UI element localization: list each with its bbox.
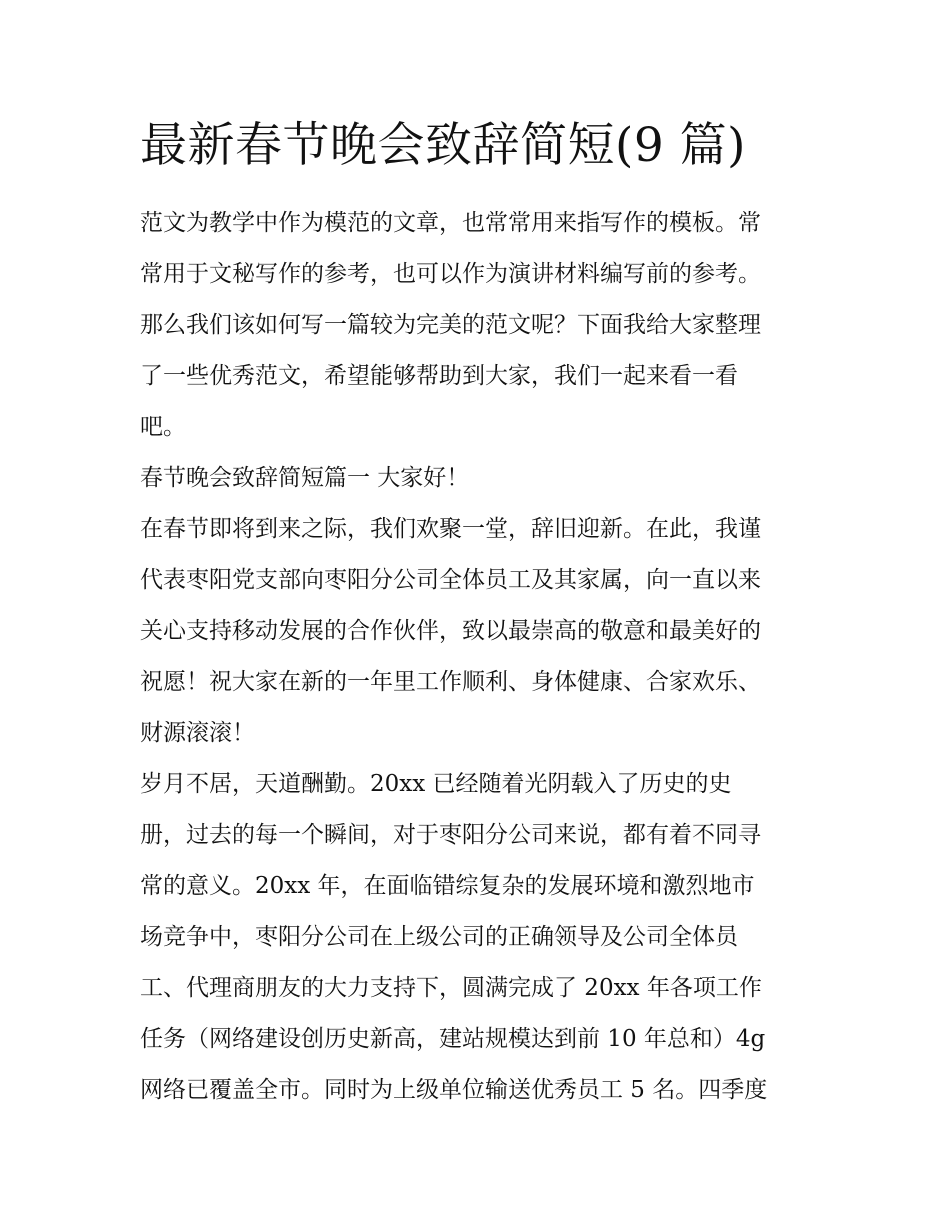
body-line: 任务（网络建设创历史新高，建站规模达到前 10 年总和）4g xyxy=(140,1026,766,1052)
body-line: 场竞争中，枣阳分公司在上级公司的正确领导及公司全体员 xyxy=(140,924,738,950)
body-line: 那么我们该如何写一篇较为完美的范文呢？下面我给大家整理 xyxy=(140,312,761,338)
body-line: 吧。 xyxy=(140,414,186,440)
body-line: 了一些优秀范文，希望能够帮助到大家，我们一起来看一看 xyxy=(140,363,738,389)
body-line: 财源滚滚！ xyxy=(140,720,255,746)
body-line: 关心支持移动发展的合作伙伴，致以最崇高的敬意和最美好的 xyxy=(140,618,761,644)
section-heading: 春节晚会致辞简短篇一 大家好！ xyxy=(140,465,470,491)
body-line: 范文为教学中作为模范的文章，也常常用来指写作的模板。常 xyxy=(140,210,761,236)
body-line: 册，过去的每一个瞬间，对于枣阳分公司来说，都有着不同寻 xyxy=(140,822,761,848)
document-title: 最新春节晚会致辞简短(9 篇) xyxy=(140,118,747,173)
body-line: 在春节即将到来之际，我们欢聚一堂，辞旧迎新。在此，我谨 xyxy=(140,516,761,542)
body-line: 岁月不居，天道酬勤。20xx 已经随着光阴载入了历史的史 xyxy=(140,771,732,797)
body-line: 祝愿！祝大家在新的一年里工作顺利、身体健康、合家欢乐、 xyxy=(140,669,761,695)
body-line: 工、代理商朋友的大力支持下，圆满完成了 20xx 年各项工作 xyxy=(140,975,762,1001)
body-line: 代表枣阳党支部向枣阳分公司全体员工及其家属，向一直以来 xyxy=(140,567,761,593)
body-line: 网络已覆盖全市。同时为上级单位输送优秀员工 5 名。四季度 xyxy=(140,1077,768,1103)
body-line: 常的意义。20xx 年，在面临错综复杂的发展环境和激烈地市 xyxy=(140,873,755,899)
body-line: 常用于文秘写作的参考，也可以作为演讲材料编写前的参考。 xyxy=(140,261,761,287)
